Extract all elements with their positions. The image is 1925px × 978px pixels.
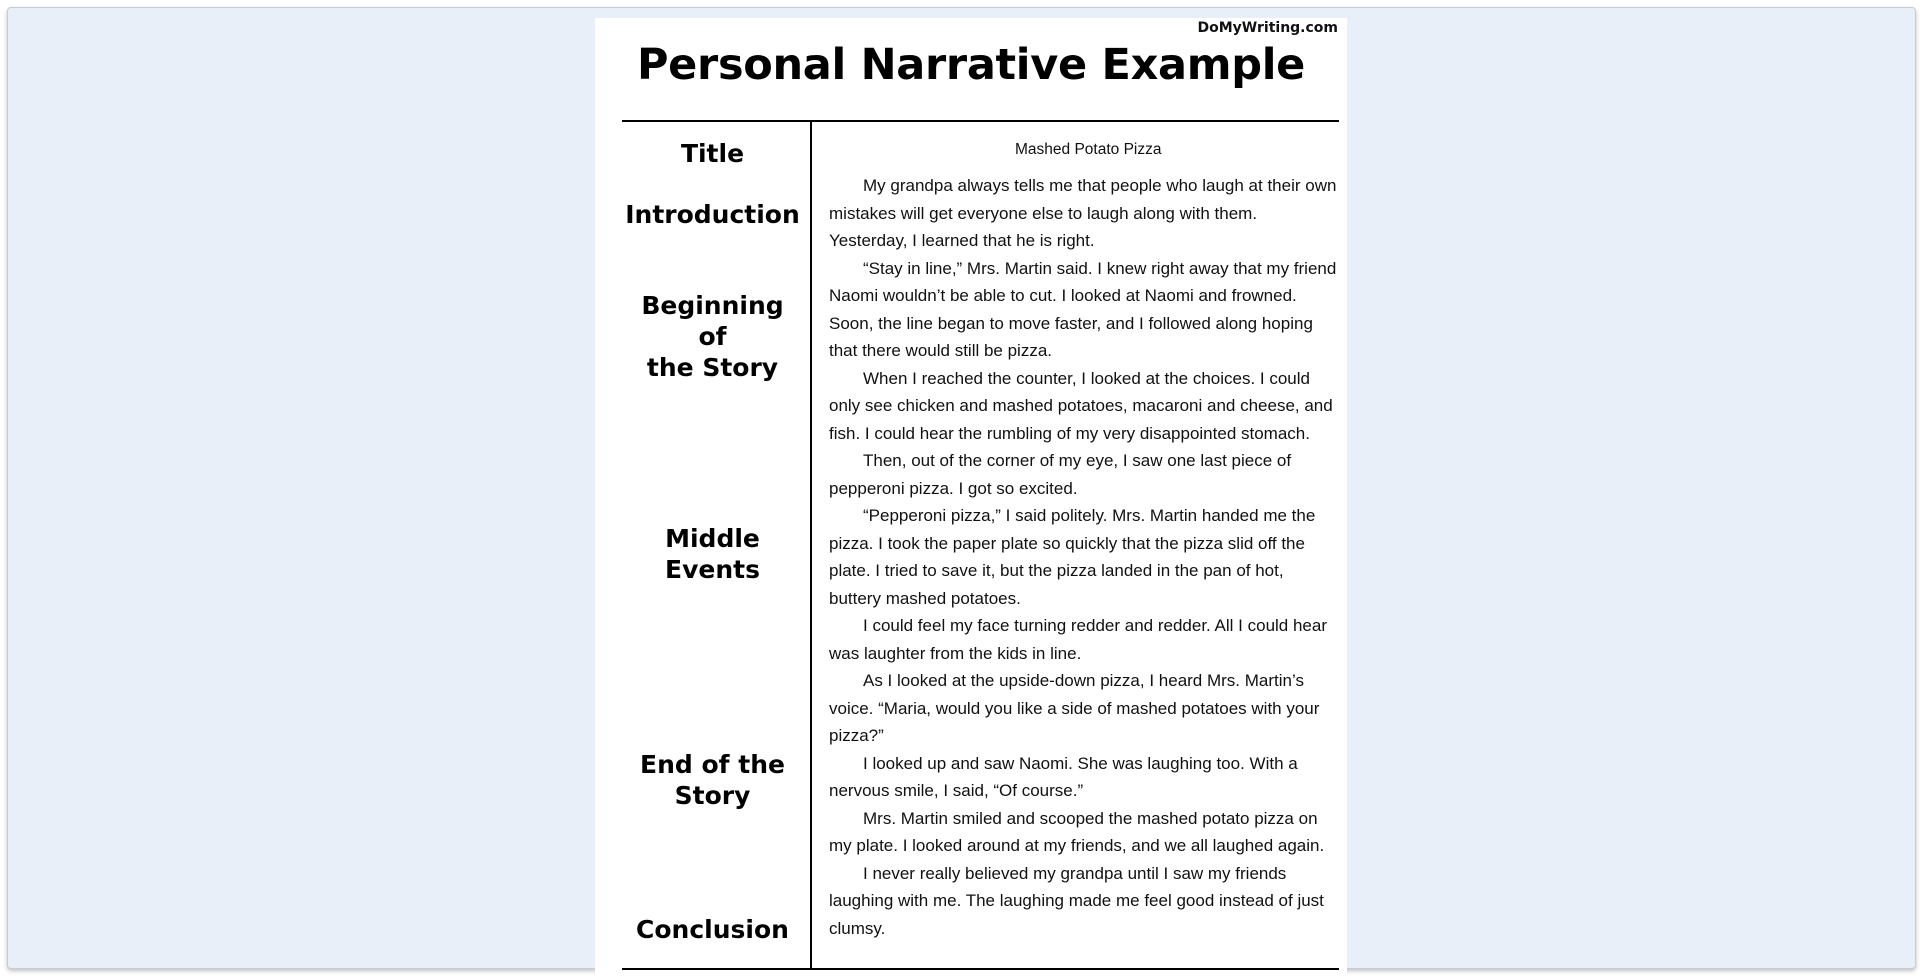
story-paragraph: “Stay in line,” Mrs. Martin said. I knew right away that my friend Naomi wouldn’t be able to cut. I looked at Naomi and frowned. Soon, the line began to move faster, and I followed along hoping that there would still be pizza. [829,258,1337,360]
story-body [829,172,1339,942]
label-end-line1: End of the [640,750,785,779]
label-beginning-line1: Beginning of [641,291,784,351]
label-end-line2: Story [674,781,751,810]
watermark: DoMyWriting.com [1197,20,1338,36]
label-beginning-line2: the Story [646,353,779,382]
bottom-rule [622,968,1339,970]
story-paragraph: “Pepperoni pizza,” I said politely. Mrs. Martin handed me the pizza. I took the paper plate so quickly that the pizza slid off the plate. I tried to save it, but the pizza landed in the pan of hot, buttery mashed potatoes. [829,506,1316,608]
column-divider [810,122,812,968]
story-paragraph: When I reached the counter, I looked at the choices. I could only see chicken and mashed potatoes, macaroni and cheese, and fish. I could hear the rumbling of my very disappointed stomach. [829,368,1333,443]
label-middle-events: Middle Events [665,524,760,584]
story-paragraph: I never really believed my grandpa until I saw my friends laughing with me. The laughing made me feel good instead of just clumsy. [829,863,1324,938]
story-paragraph: I could feel my face turning redder and redder. All I could hear was laughter from the kids in line. [829,616,1327,663]
story-paragraph: As I looked at the upside-down pizza, I heard Mrs. Martin’s voice. “Maria, would you like a side of mashed potatoes with your pizza?” [829,671,1320,745]
top-rule [622,120,1339,122]
label-introduction: Introduction [625,200,800,229]
story-paragraph: Mrs. Martin smiled and scooped the mashed potato pizza on my plate. I looked around at my friends, and we all laughed again. [829,808,1325,855]
story-title: Mashed Potato Pizza [1015,141,1162,158]
label-conclusion: Conclusion [636,915,789,944]
label-end [625,749,800,811]
story-paragraph: My grandpa always tells me that people who laugh at their own mistakes will get everyone else to laugh along with them. Yesterday, I learned that he is right. [829,176,1337,250]
story-paragraph: Then, out of the corner of my eye, I saw one last piece of pepperoni pizza. I got so excited. [829,451,1292,498]
label-beginning [625,290,800,383]
image-frame [7,7,1916,969]
worksheet-page [595,18,1347,978]
story-paragraph: I looked up and saw Naomi. She was laughing too. With a nervous smile, I said, “Of course.” [829,753,1298,800]
label-title: Title [680,139,745,168]
page-title: Personal Narrative Example [636,40,1306,90]
